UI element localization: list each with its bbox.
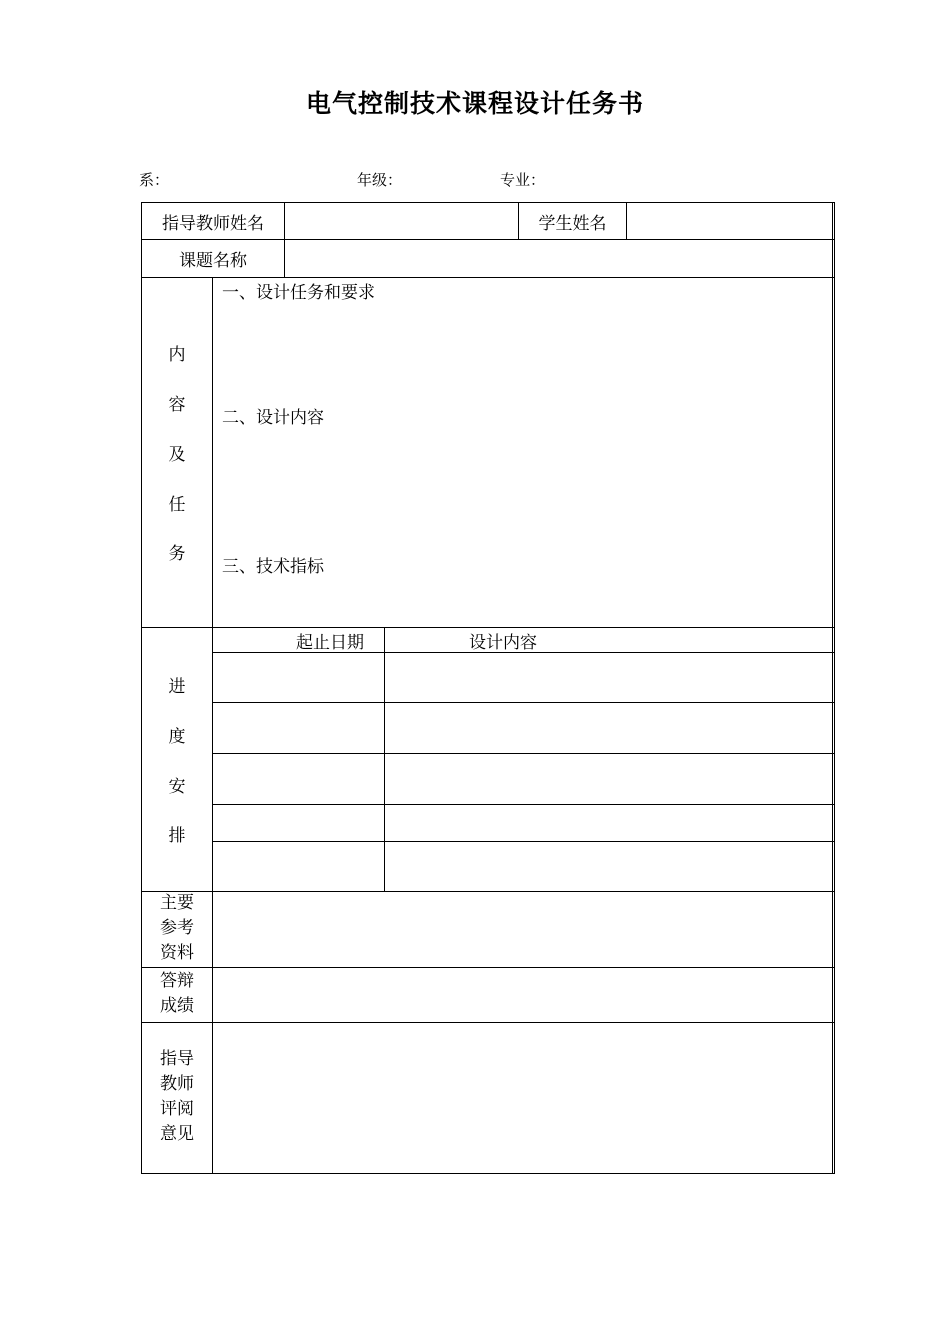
student-name-label: 学生姓名: [538, 213, 607, 234]
side-char: 排: [168, 826, 186, 846]
label-line: 评阅: [160, 1099, 194, 1119]
label-line: 资料: [160, 943, 194, 963]
side-char: 务: [168, 544, 186, 564]
section-tech-specs: 三、技术指标: [222, 557, 324, 577]
row-divider: [141, 967, 834, 968]
schedule-row-divider: [212, 841, 834, 842]
schedule-row-divider: [212, 702, 834, 703]
side-char: 安: [168, 777, 186, 797]
col-divider: [212, 277, 213, 1174]
teacher-name-label: 指导教师姓名: [162, 213, 264, 234]
grade-label: 年级：: [357, 171, 403, 189]
table-border-right-double: [834, 202, 835, 1174]
label-line: 成绩: [160, 996, 194, 1016]
label-line: 答辩: [160, 971, 194, 991]
schedule-row-divider: [212, 804, 834, 805]
section-design-content: 二、设计内容: [222, 408, 324, 428]
teacher-comments-label: [142, 1047, 212, 1147]
label-line: 意见: [160, 1124, 194, 1144]
schedule-row-divider: [212, 753, 834, 754]
side-char: 任: [168, 495, 186, 515]
student-name-field[interactable]: [627, 203, 832, 239]
teacher-name-field[interactable]: [285, 203, 518, 239]
col-date-header: 起止日期: [296, 633, 364, 653]
dept-label: 系：: [139, 171, 170, 189]
col-divider: [384, 627, 385, 892]
side-char: 度: [168, 727, 186, 747]
defense-score-label: [142, 969, 212, 1019]
col-content-header: 设计内容: [469, 633, 537, 653]
side-char: 进: [168, 677, 186, 697]
topic-field[interactable]: [285, 240, 832, 277]
side-char: 及: [168, 445, 186, 465]
label-line: 参考: [160, 918, 194, 938]
major-label: 专业：: [500, 171, 546, 189]
references-label: [142, 891, 212, 966]
label-line: 主要: [160, 893, 194, 913]
side-char: 容: [168, 395, 186, 415]
side-char: 内: [168, 345, 186, 365]
row-divider: [141, 891, 834, 892]
table-border-bottom: [141, 1173, 834, 1174]
page-title: 电气控制技术课程设计任务书: [305, 89, 644, 118]
row-divider: [141, 1022, 834, 1023]
section-design-tasks: 一、设计任务和要求: [222, 283, 375, 303]
topic-label: 课题名称: [179, 251, 247, 271]
label-line: 教师: [160, 1074, 194, 1094]
label-line: 指导: [160, 1049, 194, 1069]
table-border-right: [832, 202, 833, 1174]
